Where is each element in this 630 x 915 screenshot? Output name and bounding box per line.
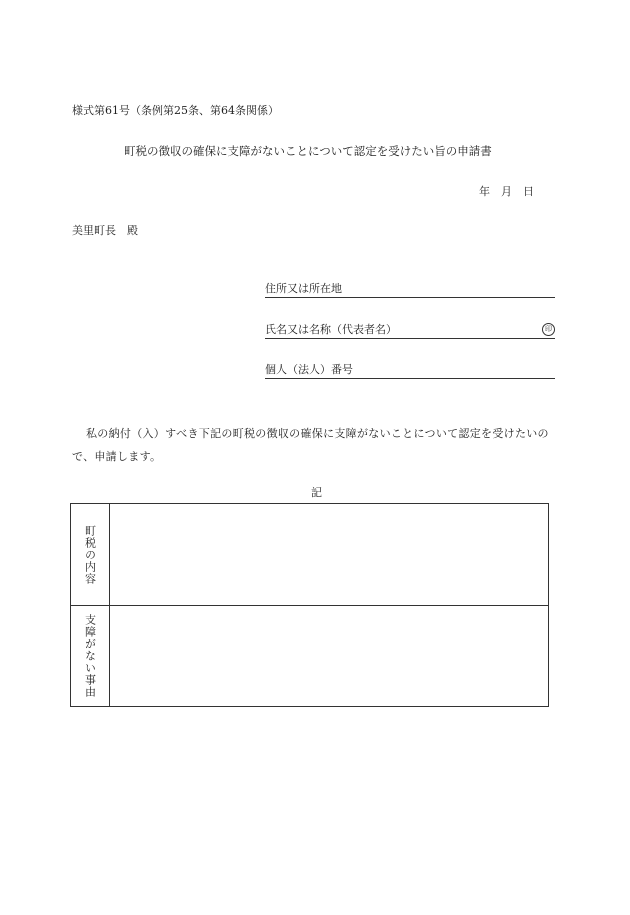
table-row-tax-content [71,504,548,606]
personal-number-label: 個人（法人）番号 [265,363,353,376]
address-field[interactable] [265,281,555,298]
date-line: 年 月 日 [479,185,534,198]
tax-content-input[interactable] [110,504,548,605]
ki-heading: 記 [311,486,322,499]
reason-input[interactable] [110,606,548,706]
table-label-cell [71,606,110,706]
tax-content-label: 町税の内容 [83,524,97,585]
table-label-cell [71,504,110,605]
form-number: 様式第61号（条例第25条、第64条関係） [72,104,279,117]
name-label: 氏名又は名称（代表者名） [265,323,397,336]
table-row-reason [71,606,548,706]
address-label: 住所又は所在地 [265,282,342,295]
document-title: 町税の徴収の確保に支障がないことについて認定を受けたい旨の申請書 [124,144,492,158]
seal-icon: 印 [542,323,555,336]
personal-number-field[interactable] [265,362,555,379]
application-statement: 私の納付（入）すべき下記の町税の徴収の確保に支障がないことについて認定を受けたいので、申請します。 [72,427,549,463]
detail-table [70,503,549,707]
reason-label: 支障がない事由 [83,614,97,698]
name-field[interactable] [265,322,555,339]
addressee: 美里町長 殿 [72,224,138,237]
